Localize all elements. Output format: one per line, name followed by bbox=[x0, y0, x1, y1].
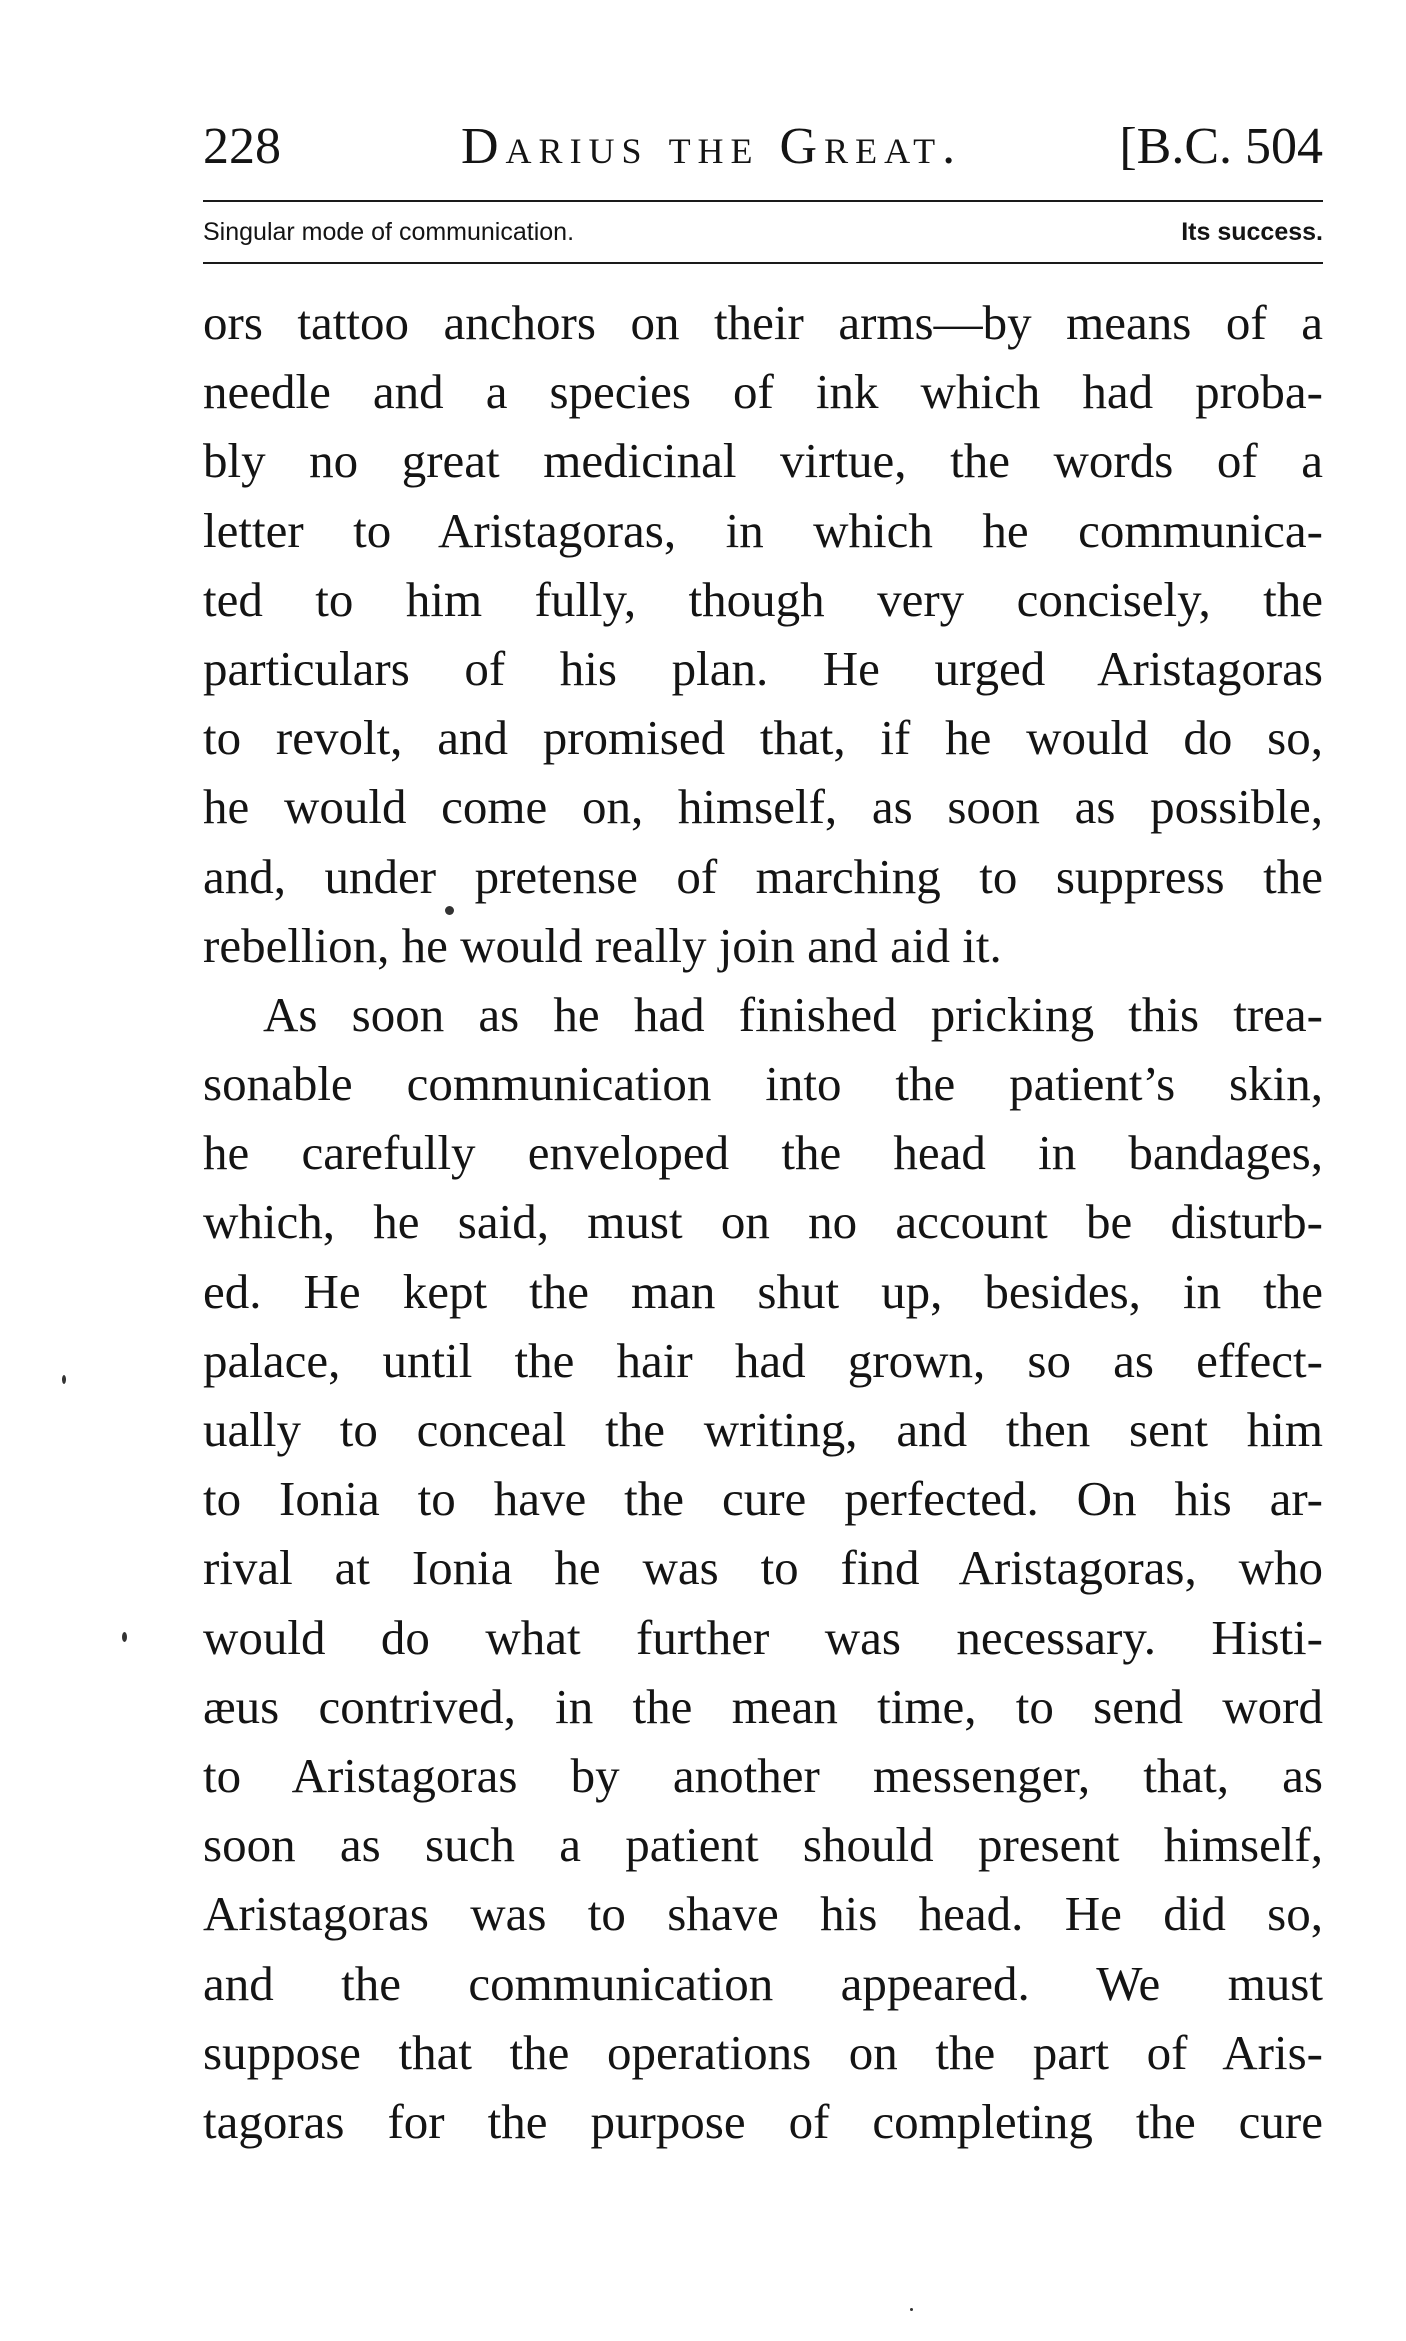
text-line: bly no great medicinal virtue, the words of a bbox=[203, 433, 1323, 489]
running-head bbox=[203, 112, 1323, 182]
text-line: suppose that the operations on the part of Aris- bbox=[203, 2024, 1323, 2080]
ink-speck bbox=[910, 2308, 913, 2311]
text-line: æus contrived, in the mean time, to send word bbox=[203, 1678, 1323, 1734]
header-rule-bottom bbox=[203, 262, 1323, 264]
sidenote-right: Its success. bbox=[1181, 218, 1323, 246]
header-rule-top bbox=[203, 200, 1323, 202]
text-line: would do what further was necessary. Histi- bbox=[203, 1609, 1323, 1665]
text-line: and, under pretense of marching to suppress the bbox=[203, 848, 1323, 904]
running-title: Darius the Great. bbox=[461, 118, 963, 175]
text-line: ed. He kept the man shut up, besides, in the bbox=[203, 1263, 1323, 1319]
text-line: which, he said, must on no account be disturb- bbox=[203, 1194, 1323, 1250]
text-line: he would come on, himself, as soon as possible, bbox=[203, 779, 1323, 835]
sidenote-left: Singular mode of communication. bbox=[203, 218, 575, 246]
text-line: and the communication appeared. We must bbox=[203, 1955, 1323, 2011]
text-line: ually to conceal the writing, and then sent him bbox=[203, 1402, 1323, 1457]
text-line: needle and a species of ink which had proba- bbox=[203, 364, 1323, 420]
text-line: to Ionia to have the cure perfected. On his ar- bbox=[203, 1471, 1323, 1527]
text-line: rival at Ionia he was to find Aristagoras, who bbox=[203, 1540, 1323, 1596]
text-line: he carefully enveloped the head in bandages, bbox=[203, 1125, 1323, 1181]
text-line: to Aristagoras by another messenger, that, as bbox=[203, 1747, 1323, 1803]
text-line: palace, until the hair had grown, so as effect- bbox=[203, 1332, 1323, 1388]
text-line: particulars of his plan. He urged Aristagoras bbox=[203, 640, 1323, 696]
ink-speck bbox=[445, 906, 454, 915]
paragraph-end-line: rebellion, he would really join and aid it. bbox=[203, 917, 1002, 973]
text-line: to revolt, and promised that, if he would do so, bbox=[203, 710, 1323, 766]
text-line: ted to him fully, though very concisely, the bbox=[203, 571, 1323, 627]
text-line: letter to Aristagoras, in which he communica- bbox=[203, 502, 1323, 558]
body-text bbox=[203, 288, 1323, 2156]
text-line: soon as such a patient should present himself, bbox=[203, 1817, 1323, 1873]
text-line: Aristagoras was to shave his head. He did so, bbox=[203, 1886, 1323, 1942]
ink-speck bbox=[122, 1632, 127, 1642]
date-reference: [B.C. 504 bbox=[1119, 118, 1323, 175]
page-number: 228 bbox=[203, 118, 281, 175]
text-line: ors tattoo anchors on their arms—by means of a bbox=[203, 295, 1323, 350]
marginal-notes bbox=[203, 210, 1323, 254]
paragraph-start-line: As soon as he had finished pricking this trea- bbox=[263, 986, 1323, 1042]
text-line: tagoras for the purpose of completing the cure bbox=[203, 2093, 1323, 2149]
ink-speck bbox=[62, 1375, 66, 1384]
text-line: sonable communication into the patient’s skin, bbox=[203, 1056, 1323, 1112]
